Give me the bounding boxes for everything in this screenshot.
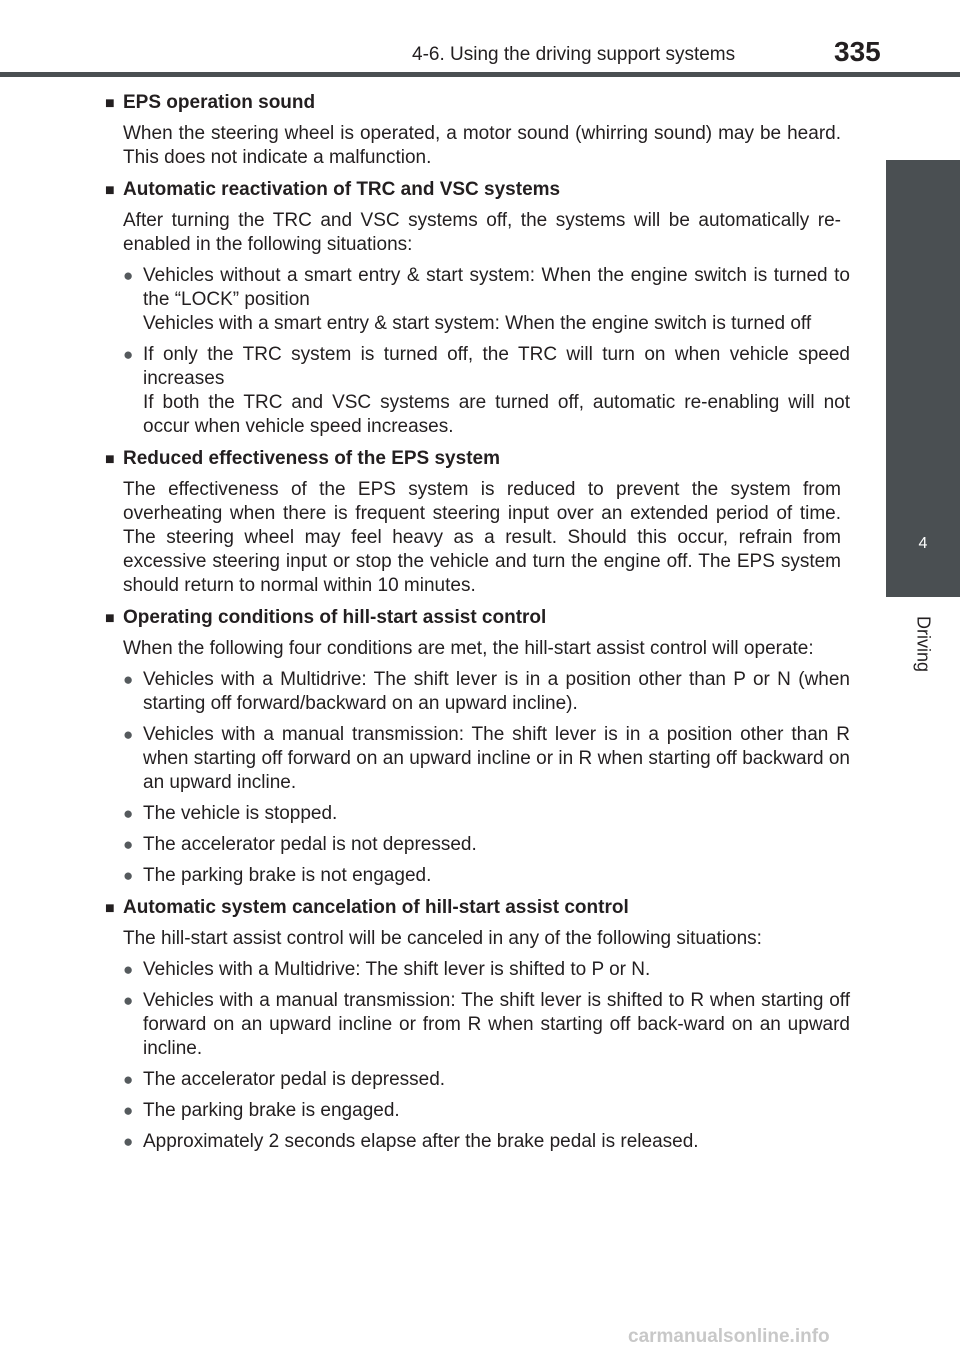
square-bullet-icon: ■	[105, 610, 115, 627]
bullet-text	[143, 989, 850, 1061]
bullet-line: Vehicles with a smart entry & start system: When the engine switch is turned off	[143, 313, 812, 334]
section-heading-text: Automatic reactivation of TRC and VSC systems	[123, 179, 561, 200]
square-bullet-icon: ■	[105, 451, 115, 468]
section-paragraph: The hill-start assist control will be canceled in any of the following situations:	[123, 928, 762, 949]
bullet-line: The parking brake is not engaged.	[143, 865, 432, 886]
section-paragraph: After turning the TRC and VSC systems off, the systems will be automatically re-enabled in the following situations:	[123, 210, 841, 255]
bullet-text	[143, 1099, 850, 1123]
chapter-tab-label-text: Driving	[913, 615, 934, 673]
bullet-dot-icon: ●	[123, 1070, 134, 1089]
section-heading	[105, 178, 850, 203]
bullet-item	[123, 1130, 850, 1154]
bullet-item	[123, 723, 850, 795]
bullet-text	[143, 1130, 850, 1154]
bullet-item	[123, 668, 850, 716]
bullet-line: The vehicle is stopped.	[143, 803, 338, 824]
bullet-dot-icon: ●	[123, 725, 134, 744]
section	[105, 447, 850, 598]
section-heading	[105, 896, 850, 921]
bullet-line: The accelerator pedal is not depressed.	[143, 834, 477, 855]
section-heading	[105, 91, 850, 116]
bullet-item	[123, 1099, 850, 1123]
page-number: 335	[834, 36, 881, 67]
section-paragraph: The effectiveness of the EPS system is reduced to prevent the system from overheating when there is frequent steering input over an extended period of time. The steering wheel may feel heavy as a result. Should this occur, refrain from excessive steering input or stop the vehicle and turn the engine off. The EPS system should return to normal within 10 minutes.	[123, 479, 841, 596]
bullet-dot-icon: ●	[123, 866, 134, 885]
section-heading-text: EPS operation sound	[123, 92, 316, 113]
section-heading-text: Reduced effectiveness of the EPS system	[123, 448, 500, 469]
bullet-item	[123, 958, 850, 982]
bullet-line: Vehicles with a manual transmission: The shift lever is in a position other than R when starting off forward on an upward incline or in R when starting off backward on an upward incline.	[143, 724, 850, 793]
bullet-item	[123, 343, 850, 439]
section-paragraph: When the steering wheel is operated, a motor sound (whirring sound) may be heard. This does not indicate a malfunction.	[123, 123, 841, 168]
bullet-text	[143, 802, 850, 826]
bullet-text	[143, 668, 850, 716]
bullet-text	[143, 833, 850, 857]
bullet-text	[143, 264, 850, 336]
section	[105, 606, 850, 888]
chapter-tab-label	[886, 598, 960, 690]
bullet-dot-icon: ●	[123, 804, 134, 823]
section-heading	[105, 447, 850, 472]
section-title: 4-6. Using the driving support systems	[412, 44, 736, 65]
page-body	[105, 91, 850, 1154]
bullet-item	[123, 989, 850, 1061]
bullet-dot-icon: ●	[123, 960, 134, 979]
watermark: carmanualsonline.info	[628, 1326, 830, 1347]
bullet-line: Vehicles with a manual transmission: The shift lever is shifted to R when starting off forward on an upward incline or from R when starting off back-ward on an upward incline.	[143, 990, 850, 1059]
bullet-dot-icon: ●	[123, 670, 134, 689]
bullet-item	[123, 802, 850, 826]
bullet-dot-icon: ●	[123, 1101, 134, 1120]
bullet-dot-icon: ●	[123, 1132, 134, 1151]
square-bullet-icon: ■	[105, 182, 115, 199]
bullet-dot-icon: ●	[123, 345, 134, 364]
section	[105, 91, 850, 170]
bullet-line: Approximately 2 seconds elapse after the brake pedal is released.	[143, 1131, 699, 1152]
bullet-dot-icon: ●	[123, 266, 134, 285]
section-paragraph: When the following four conditions are met, the hill-start assist control will operate:	[123, 638, 814, 659]
bullet-line: Vehicles without a smart entry & start system: When the engine switch is turned to the “LOCK” position	[143, 265, 850, 310]
chapter-tab	[886, 160, 960, 597]
chapter-tab-number: 4	[918, 535, 928, 552]
section	[105, 178, 850, 439]
bullet-text	[143, 343, 850, 439]
bullet-text	[143, 723, 850, 795]
bullet-item	[123, 864, 850, 888]
bullet-line: Vehicles with a Multidrive: The shift lever is shifted to P or N.	[143, 959, 651, 980]
bullet-item	[123, 264, 850, 336]
section-heading-text: Operating conditions of hill-start assist control	[123, 607, 547, 628]
bullet-item	[123, 833, 850, 857]
section-heading-text: Automatic system cancelation of hill-start assist control	[123, 897, 629, 918]
bullet-text	[143, 864, 850, 888]
bullet-text	[143, 958, 850, 982]
bullet-text	[143, 1068, 850, 1092]
section	[105, 896, 850, 1154]
bullet-line: The accelerator pedal is depressed.	[143, 1069, 446, 1090]
bullet-dot-icon: ●	[123, 991, 134, 1010]
section-heading	[105, 606, 850, 631]
bullet-line: If only the TRC system is turned off, the TRC will turn on when vehicle speed increases	[143, 344, 850, 389]
header-rule	[0, 72, 960, 77]
bullet-dot-icon: ●	[123, 835, 134, 854]
bullet-line: Vehicles with a Multidrive: The shift lever is in a position other than P or N (when starting off forward/backward on an upward incline).	[143, 669, 850, 714]
bullet-line: If both the TRC and VSC systems are turned off, automatic re-enabling will not occur when vehicle speed increases.	[143, 392, 850, 437]
square-bullet-icon: ■	[105, 95, 115, 112]
bullet-line: The parking brake is engaged.	[143, 1100, 400, 1121]
bullet-item	[123, 1068, 850, 1092]
square-bullet-icon: ■	[105, 900, 115, 917]
